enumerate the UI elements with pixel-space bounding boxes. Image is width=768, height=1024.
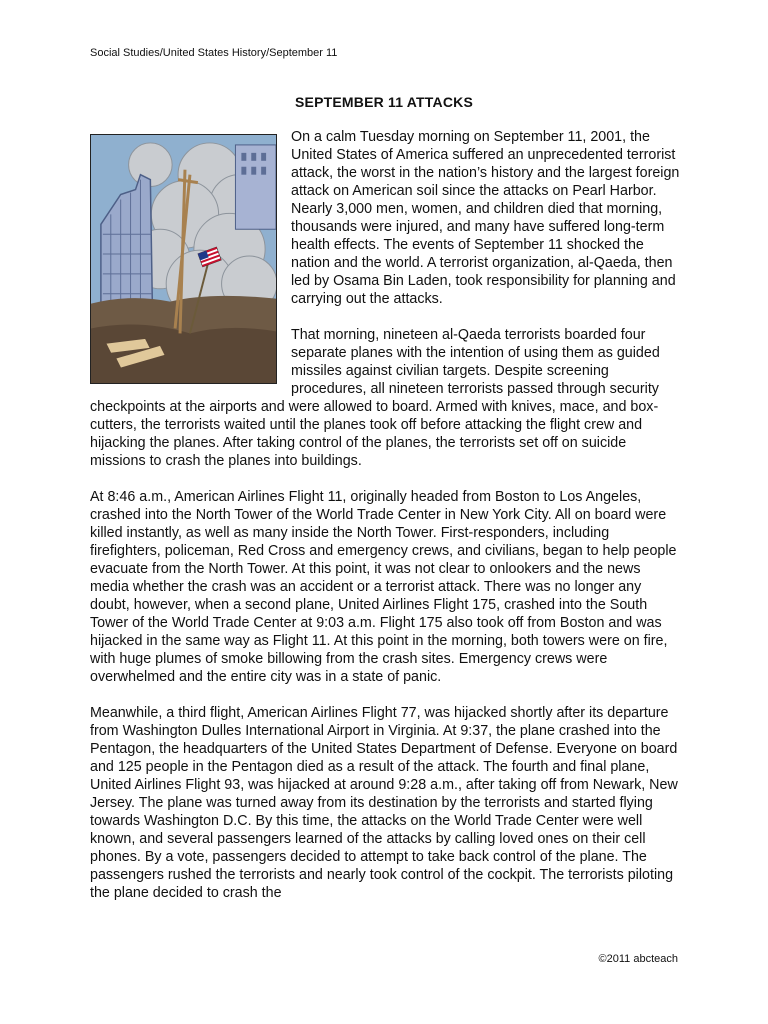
ground-zero-drawing: [91, 135, 276, 383]
paragraph-3: At 8:46 a.m., American Airlines Flight 11, originally headed from Boston to Los Angeles, crashed into the North Tower of the World Trade Center in New York City. All on board were killed instantly, as well as many inside the North Tower. First-responders, including firefighters, policeman, Red Cross and emergency crews, and civilians, began to help people evacuate from the North Tower. At this point, it was not clear to onlookers and the news media whether the crash was an accident or a terrorist attack. There was no longer any doubt, however, when a second plane, United Airlines Flight 175, crashed into the South Tower of the World Trade Center at 9:03 a.m. Flight 175 also took off from Boston and was hijacked in the same way as Flight 11. At this point in the morning, both towers were on fire, with huge plumes of smoke billowing from the crash sites. Emergency crews were overwhelmed and the entire city was in a state of panic.: [90, 489, 677, 685]
article-title: SEPTEMBER 11 ATTACKS: [295, 94, 473, 110]
copyright-footer: ©2011 abcteach: [598, 953, 678, 965]
header-breadcrumb: Social Studies/United States History/September 11: [90, 47, 338, 59]
ground-zero-illustration: [90, 134, 277, 384]
article-body: [90, 128, 680, 920]
paragraph-1: On a calm Tuesday morning on September 11, 2001, the United States of America suffered an unprecedented terrorist attack, the worst in the nation’s history and the largest foreign attack on American soil since the attacks on Pearl Harbor. Nearly 3,000 men, women, and children died that morning, thousands were injured, and many have suffered long-term health effects. The events of September 11 shocked the nation and the world. A terrorist organization, al-Qaeda, then led by Osama Bin Laden, took responsibility for planning and carrying out the attacks.: [291, 129, 680, 307]
paragraph-4: Meanwhile, a third flight, American Airlines Flight 77, was hijacked shortly after its departure from Washington Dulles International Airport in Virginia. At 9:37, the plane crashed into the Pentagon, the headquarters of the United States Department of Defense. Everyone on board and 125 people in the Pentagon died as a result of the attack. The fourth and final plane, United Airlines Flight 93, was hijacked at around 9:28 a.m., after taking off from Newark, New Jersey. The plane was turned away from its destination by the terrorists and started flying towards Washington D.C. By this time, the attacks on the World Trade Center were well known, and several passengers learned of the attacks by calling loved ones on their cell phones. By a vote, passengers decided to attempt to take back control of the plane. The passengers rushed the terrorists and nearly took control of the cockpit. The terrorists piloting the plane decided to crash the: [90, 705, 678, 901]
paragraph-2: That morning, nineteen al-Qaeda terrorists boarded four separate planes with the intention of using them as guided missiles against civilian targets. Despite screening procedures, all nineteen terrorists passed through security checkpoints at the airports and were allowed to board. Armed with knives, mace, and box-cutters, the terrorists waited until the planes took off before attacking the flight crew and hijacking the planes. After taking control of the planes, the terrorists set off on suicide missions to crash the planes into buildings.: [90, 327, 660, 469]
